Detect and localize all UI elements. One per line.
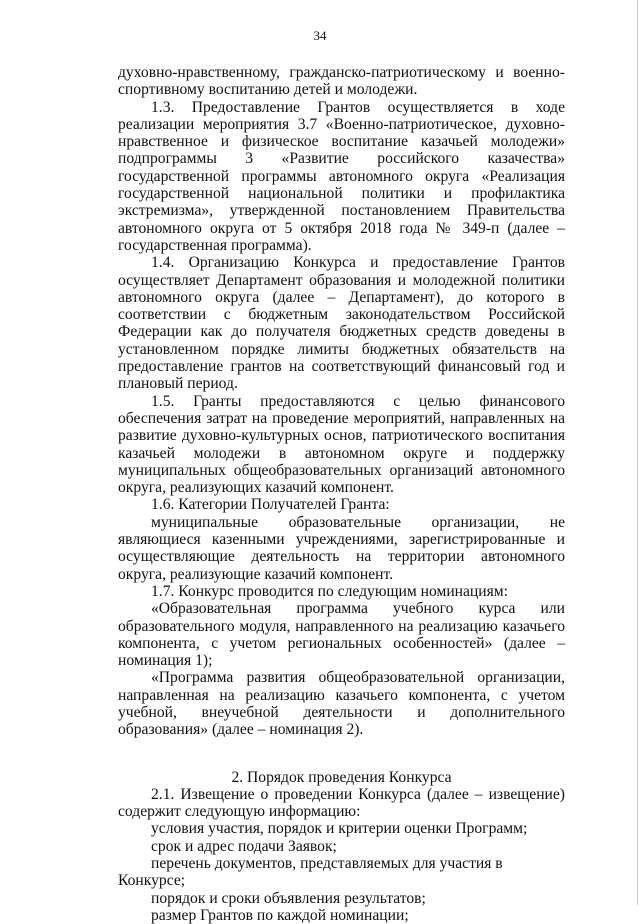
page-edge-line — [637, 0, 638, 905]
document-body — [118, 64, 565, 924]
list-item-documents: перечень документов, представляемых для участия в Конкурсе; — [118, 855, 503, 890]
paragraph-1-2-continuation: духовно-нравственному, гражданско-патриотическому и военно-спортивному воспитанию детей и молодежи. — [118, 64, 565, 99]
paragraph-nomination-1: «Образовательная программа учебного курса или образовательного модуля, направленного на реализацию казачьего компонента, с учетом региональных особенностей» (далее – номинация 1); — [118, 600, 565, 670]
list-item-grant-size: размер Грантов по каждой номинации; — [151, 906, 409, 924]
page-number: 34 — [313, 28, 327, 43]
paragraph-1-7: 1.7. Конкурс проводится по следующим номинациям: — [151, 582, 508, 600]
section-heading: 2. Порядок проведения Конкурса — [231, 768, 452, 786]
list-item-results: порядок и сроки объявления результатов; — [151, 889, 426, 907]
paragraph-recipient-category: муниципальные образовательные организации, не являющиеся казенными учреждениями, зарегистрированные и осуществляющие деятельность на территории автономного округа, реализующие казачий компонент. — [118, 513, 565, 583]
paragraph-1-3: 1.3. Предоставление Грантов осуществляется в ходе реализации мероприятия 3.7 «Военно-патриотическое, духовно-нравственное и физическое воспитание казачьей молодежи» подпрограммы 3 «Развитие российского казачества» государственной программы автономного округа «Реализация государственной национальной политики и профилактика экстремизма», утвержденной постановлением Правительства автономного округа от 5 октября 2018 года № 349-п (далее – государственная программа). — [118, 98, 565, 254]
paragraph-nomination-2: «Программа развития общеобразовательной организации, направленная на реализацию казачьего компонента, с учетом учебной, внеучебной деятельности и дополнительного образования» (далее – номинация 2). — [118, 669, 565, 739]
list-item-deadline: срок и адрес подачи Заявок; — [151, 837, 337, 855]
paragraph-1-6: 1.6. Категории Получателей Гранта: — [151, 496, 390, 514]
paragraph-1-4: 1.4. Организацию Конкурса и предоставление Грантов осуществляет Департамент образования и молодежной политики автономного округа (далее – Департамент), до которого в соответствии с бюджетным законодательством Российской Федерации как до получателя бюджетных средств доведены в установленном порядке лимиты бюджетных обязательств на предоставление грантов на соответствующий финансовый год и плановый период. — [118, 254, 565, 393]
paragraph-2-1: 2.1. Извещение о проведении Конкурса (далее – извещение) содержит следующую информацию: — [118, 785, 565, 821]
list-item-conditions: условия участия, порядок и критерии оценки Программ; — [151, 820, 528, 838]
paragraph-1-5: 1.5. Гранты предоставляются с целью финансового обеспечения затрат на проведение мероприятий, направленных на развитие духовно-культурных основ, патриотического воспитания казачьей молодежи в автономном округе и поддержку муниципальных общеобразовательных организаций автономного округа, реализующих казачий компонент. — [118, 392, 565, 497]
